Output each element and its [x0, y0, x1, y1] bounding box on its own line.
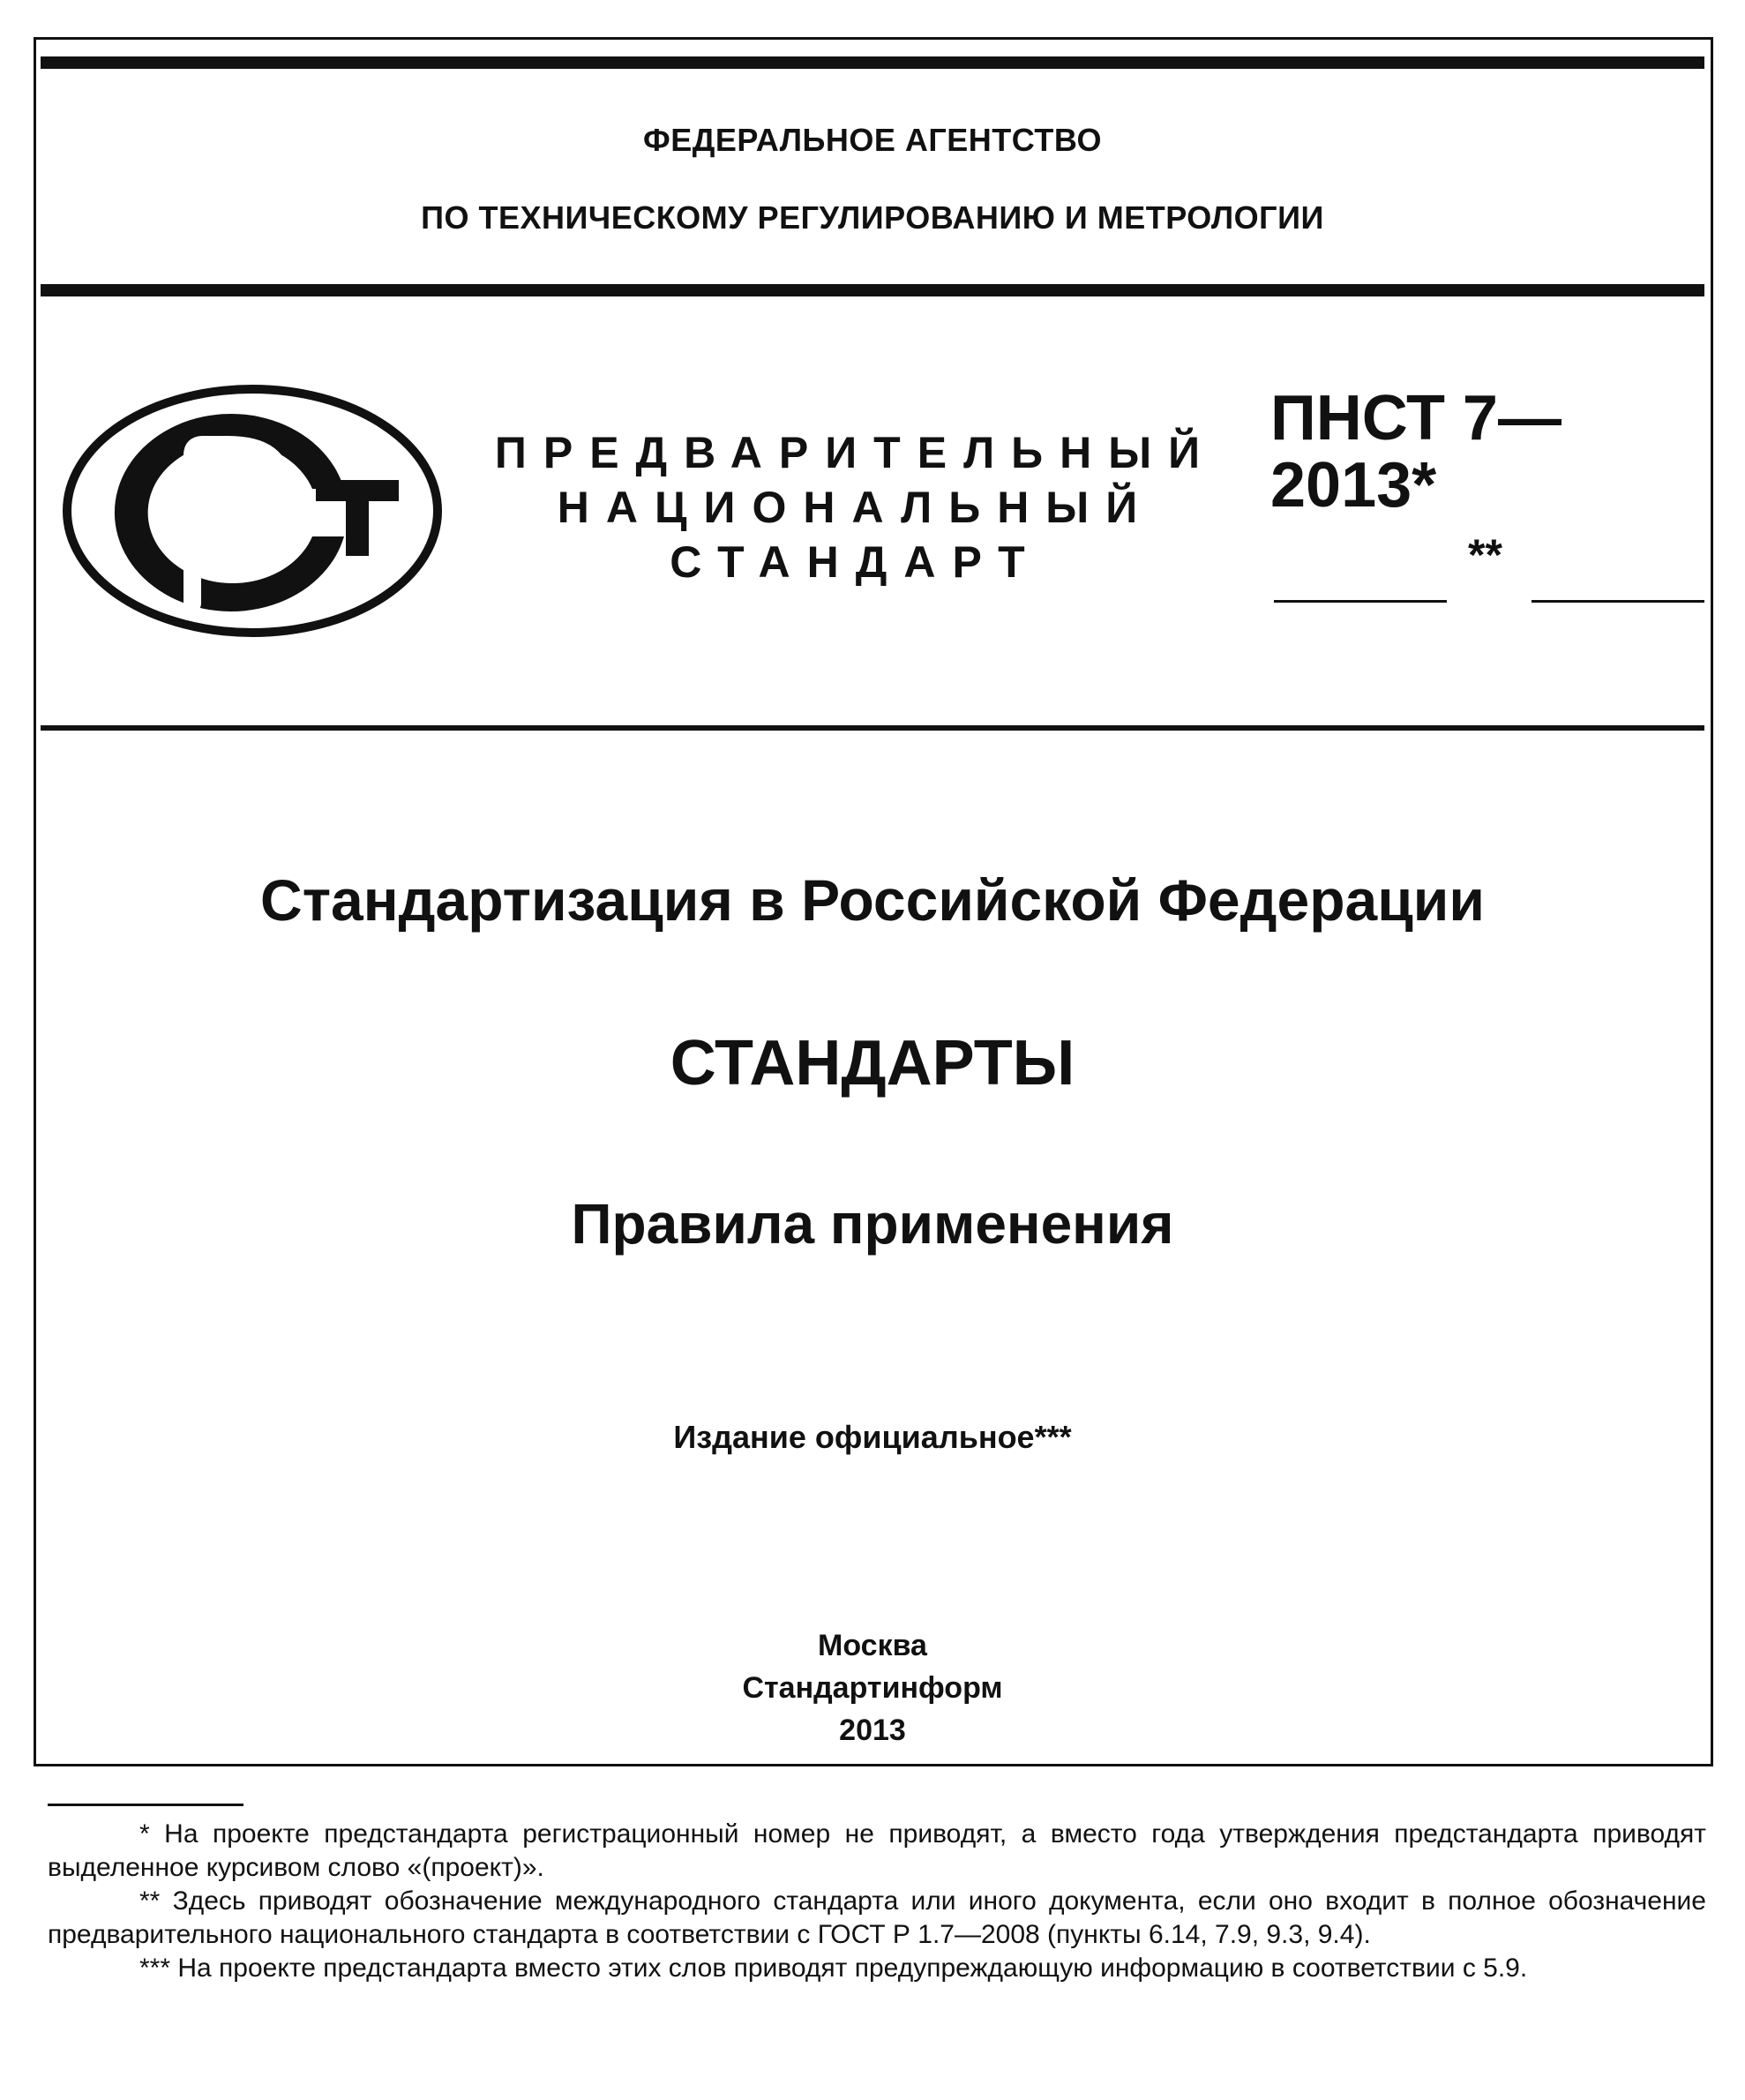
edition-label: Издание официальное***	[673, 1419, 1072, 1455]
footnote-separator	[48, 1804, 243, 1806]
footnotes	[48, 1818, 1706, 1985]
designation-line-2: 2013*	[1270, 450, 1437, 521]
agency-bottom-rule	[41, 284, 1704, 296]
gost-r-certification-logo-icon	[60, 383, 445, 639]
standard-type-line-3: СТАНДАРТ	[670, 537, 1042, 587]
footnote-3: *** На проекте предстандарта вместо этих слов приводят предупреждающую информацию в соответствии с 5.9.	[139, 1954, 1528, 1983]
agency-line-2: ПО ТЕХНИЧЕСКОМУ РЕГУЛИРОВАНИЮ И МЕТРОЛОГИИ	[421, 199, 1324, 236]
designation-blank-line-left	[1274, 600, 1447, 603]
standard-type-line-1: ПРЕДВАРИТЕЛЬНЫЙ	[494, 428, 1217, 477]
top-rule	[41, 56, 1704, 69]
imprint-year: 2013	[839, 1714, 906, 1747]
imprint-publisher: Стандартинформ	[742, 1671, 1003, 1705]
footnote-2: ** Здесь приводят обозначение международного стандарта или иного документа, если оно входит в полное обозначение предварительного национального стандарта в соответствии с ГОСТ Р 1.7—2008 (пункты 6.14, 7.9, 9.3, 9.4).	[48, 1886, 1706, 1949]
main-title: Стандартизация в Российской Федерации	[260, 867, 1485, 933]
imprint-city: Москва	[818, 1629, 927, 1662]
subtitle: Правила применения	[571, 1192, 1174, 1256]
designation-blank-line-right	[1532, 600, 1704, 603]
subject-title: СТАНДАРТЫ	[670, 1028, 1075, 1099]
designation-footnote-marker: **	[1468, 530, 1502, 580]
standard-designation	[1270, 385, 1711, 519]
header-bottom-rule	[41, 725, 1704, 731]
agency-line-1: ФЕДЕРАЛЬНОЕ АГЕНТСТВО	[643, 122, 1102, 158]
standard-type-line-2: НАЦИОНАЛЬНЫЙ	[557, 483, 1155, 532]
footnote-1: * На проекте предстандарта регистрационный номер не приводят, а вместо года утверждения предстандарта приводят выделенное курсивом слово «(проект)».	[48, 1819, 1706, 1882]
designation-line-1: ПНСТ 7—	[1270, 383, 1562, 454]
